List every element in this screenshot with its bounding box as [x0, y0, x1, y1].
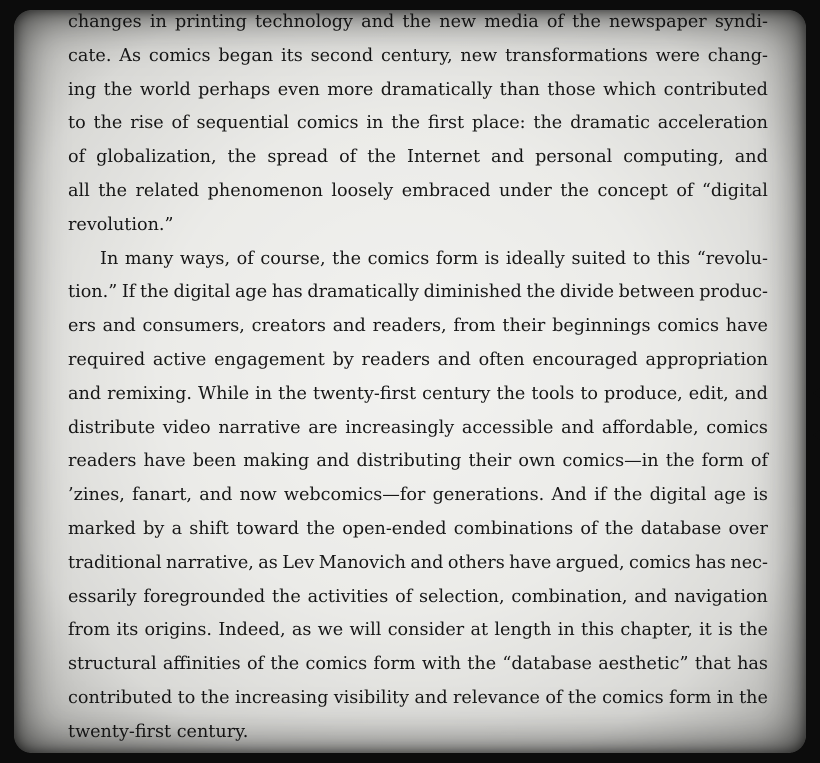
- text-line: structural affinities of the comics form with the “database aesthetic” that has: [68, 654, 768, 675]
- text-line: contributed to the increasing visibility and relevance of the comics form in the: [68, 687, 768, 708]
- page-edge-notch: [813, 388, 820, 398]
- text-line: distribute video narrative are increasingly accessible and affordable, comics: [68, 417, 768, 438]
- text-line: to the rise of sequential comics in the first place: the dramatic acceleration: [68, 113, 768, 134]
- text-line: ing the world perhaps even more dramatically than those which contributed: [68, 79, 768, 100]
- text-line: changes in printing technology and the new media of the newspaper syndi-: [68, 12, 768, 32]
- text-line: and remixing. While in the twenty-first century the tools to produce, edit, and: [68, 383, 768, 404]
- paragraph-2: [68, 243, 768, 750]
- text-line: In many ways, of course, the comics form is ideally suited to this “revolu-: [100, 248, 768, 269]
- text-line: marked by a shift toward the open-ended combinations of the database over: [68, 518, 768, 539]
- book-page: [14, 10, 806, 753]
- text-line: ’zines, fanart, and now webcomics—for generations. And if the digital age is: [68, 485, 768, 506]
- text-line: required active engagement by readers and often encouraged appropriation: [68, 349, 768, 370]
- text-line: cate. As comics began its second century, new transformations were chang-: [68, 45, 768, 66]
- text-line: revolution.”: [68, 214, 174, 235]
- body-text: [68, 10, 768, 750]
- paragraph-1: [68, 10, 768, 243]
- text-line: ers and consumers, creators and readers, from their beginnings comics have: [68, 316, 768, 337]
- page-edge-notch: [813, 430, 820, 440]
- text-line: all the related phenomenon loosely embraced under the concept of “digital: [68, 180, 768, 201]
- text-line: tion.” If the digital age has dramatically diminished the divide between produc-: [68, 282, 768, 303]
- text-line: readers have been making and distributing their own comics—in the form of: [68, 451, 768, 472]
- text-line: essarily foregrounded the activities of selection, combination, and navigation: [68, 586, 768, 607]
- text-line: from its origins. Indeed, as we will consider at length in this chapter, it is the: [68, 620, 768, 641]
- text-line: traditional narrative, as Lev Manovich and others have argued, comics has nec-: [68, 552, 768, 573]
- text-line: of globalization, the spread of the Internet and personal computing, and: [68, 147, 768, 168]
- text-line: twenty-first century.: [68, 721, 249, 742]
